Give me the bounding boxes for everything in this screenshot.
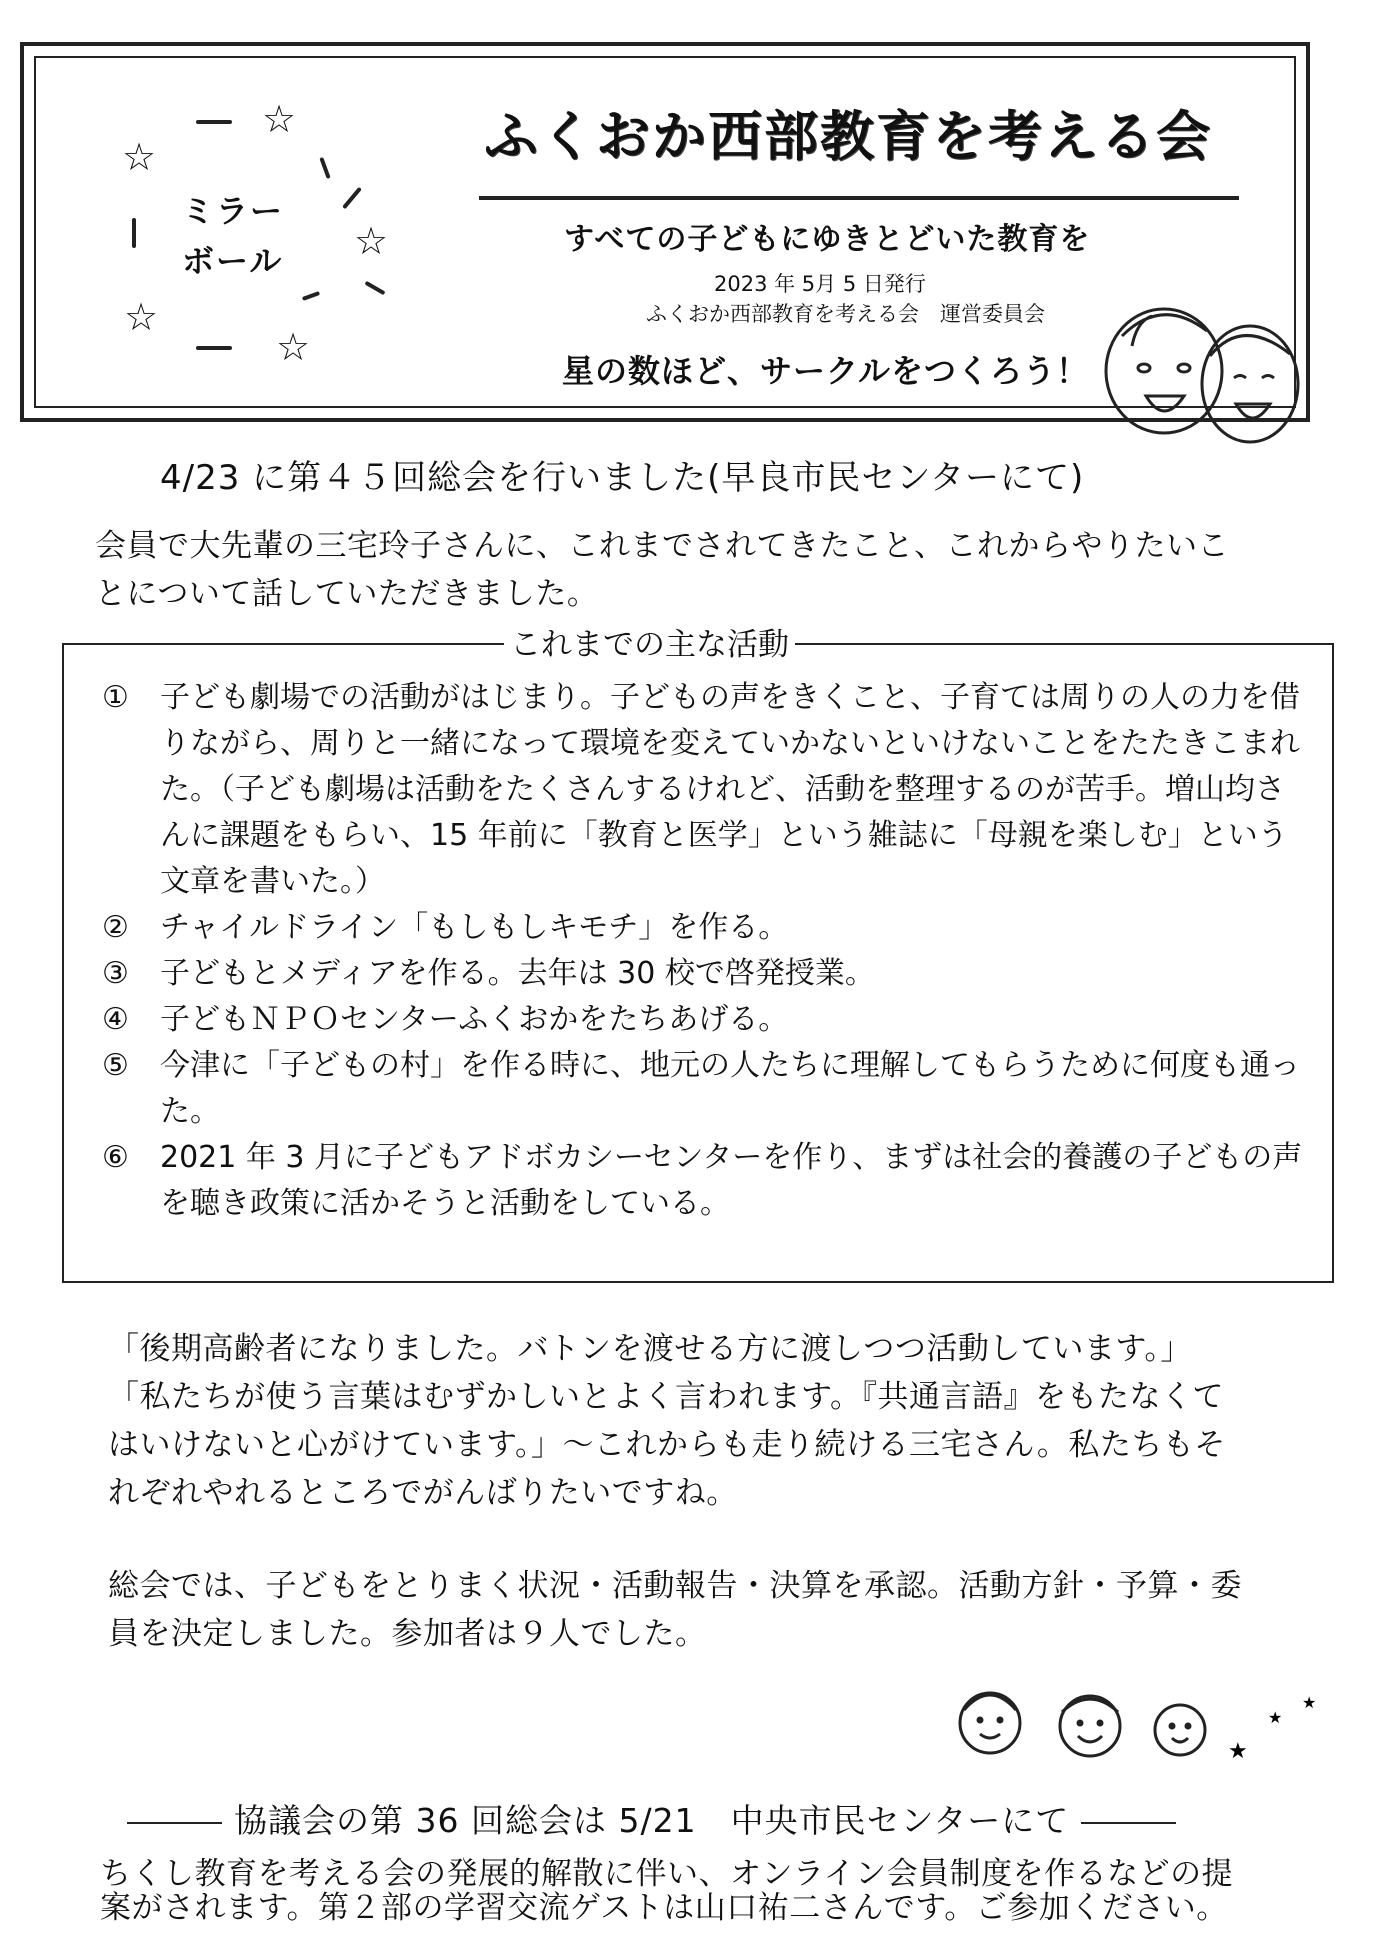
activity-number: ① <box>102 680 129 715</box>
activity-text: 子どもとメディアを作る。去年は 30 校で啓発授業。 <box>160 956 875 991</box>
meeting-summary-line: 総会では、子どもをとりまく状況・活動報告・決算を承認。活動方針・予算・委 <box>108 1568 1242 1604</box>
activity-text: 子ども劇場での活動がはじまり。子どもの声をきくこと、子育ては周りの人の力を借りながら、周りと一緒になって環境を変えていかないといけないことをたたきこまれた。（子ども劇場は活動をたくさんするけれど、活動を整理するのが苦手。増山均さんに課題をもらい、15 年前に「教育と医学」という雑誌に「母親を楽しむ」という文章を書いた。） <box>160 680 1300 899</box>
activity-item <box>102 1043 1312 1135</box>
star-icon: ☆ <box>124 295 159 339</box>
star-icon: ☆ <box>262 97 297 141</box>
small-faces-illustration <box>950 1668 1330 1768</box>
activities-list <box>102 675 1312 1227</box>
ray-decoration <box>132 218 136 248</box>
council-heading-text: 協議会の第 36 回総会は 5/21 中央市民センターにて <box>234 1801 1070 1840</box>
activity-item <box>102 905 1312 951</box>
ray-decoration <box>196 120 232 124</box>
star-icon: ☆ <box>122 135 157 179</box>
quote-line: 「私たちが使う言葉はむずかしいとよく言われます。『共通言語』をもたなくて <box>108 1379 1225 1415</box>
quote-line: はいけないと心がけています。」～これからも走り続ける三宅さん。私たちもそ <box>108 1427 1226 1463</box>
intro-line: とについて話していただきました。 <box>95 576 599 612</box>
council-heading <box>115 1795 1188 1842</box>
issue-date: 2023 年 5月 5 日発行 <box>714 272 926 296</box>
activity-item <box>102 997 1312 1043</box>
star-icon: ☆ <box>354 219 389 263</box>
activity-number: ② <box>102 910 129 945</box>
quote-line: 「後期高齢者になりました。バトンを渡せる方に渡しつつ活動しています。」 <box>108 1331 1192 1367</box>
activities-title: これまでの主な活動 <box>504 619 795 664</box>
masthead-frame <box>20 42 1310 422</box>
activity-text: 子どもＮＰＯセンターふくおかをたちあげる。 <box>160 1002 789 1037</box>
activity-number: ④ <box>102 1002 129 1037</box>
star-icon: ★ <box>1302 1693 1317 1712</box>
meeting-summary-line: 員を決定しました。参加者は９人でした。 <box>108 1616 707 1652</box>
activities-box <box>62 627 1334 1283</box>
council-line: ちくし教育を考える会の発展的解散に伴い、オンライン会員制度を作るなどの提 <box>100 1856 1234 1892</box>
club-title: ふくおか西部教育を考える会 <box>484 105 1212 168</box>
activity-number: ⑥ <box>102 1140 129 1175</box>
activity-text: 2021 年 3 月に子どもアドボカシーセンターを作り、まずは社会的養護の子どもの声を聴き政策に活かそうと活動をしている。 <box>160 1140 1303 1221</box>
activity-number: ③ <box>102 956 129 991</box>
heading-rule <box>1081 1822 1176 1824</box>
star-icon: ★ <box>1228 1739 1248 1764</box>
activity-text: チャイルドライン「もしもしキモチ」を作る。 <box>160 910 789 945</box>
council-line: 案がされます。第２部の学習交流ゲストは山口祐二さんです。ご参加ください。 <box>100 1890 1228 1926</box>
star-icon: ☆ <box>276 325 311 369</box>
mirror-label-1: ミラー <box>182 192 285 230</box>
publisher: ふくおか西部教育を考える会 運営委員会 <box>646 302 1045 326</box>
quote-line: れぞれやれるところでがんばりたいですね。 <box>108 1475 738 1511</box>
star-icon: ★ <box>1268 1708 1283 1727</box>
meeting-heading: 4/23 に第４５回総会を行いました(早良市民センターにて) <box>160 458 1085 498</box>
children-faces-illustration <box>1102 286 1302 466</box>
title-divider <box>479 196 1239 200</box>
mirror-label-2: ボール <box>182 242 284 280</box>
tagline: 星の数ほど、サークルをつくろう！ <box>562 352 1090 390</box>
activity-item <box>102 675 1312 905</box>
slogan: すべての子どもにゆきとどいた教育を <box>564 222 1091 257</box>
heading-rule <box>127 1822 222 1824</box>
activity-item <box>102 951 1312 997</box>
intro-line: 会員で大先輩の三宅玲子さんに、これまでされてきたこと、これからやりたいこ <box>95 528 1229 564</box>
activity-text: 今津に「子どもの村」を作る時に、地元の人たちに理解してもらうために何度も通った。 <box>160 1048 1300 1129</box>
activity-item <box>102 1135 1312 1227</box>
activity-number: ⑤ <box>102 1048 129 1083</box>
ray-decoration <box>196 346 232 350</box>
